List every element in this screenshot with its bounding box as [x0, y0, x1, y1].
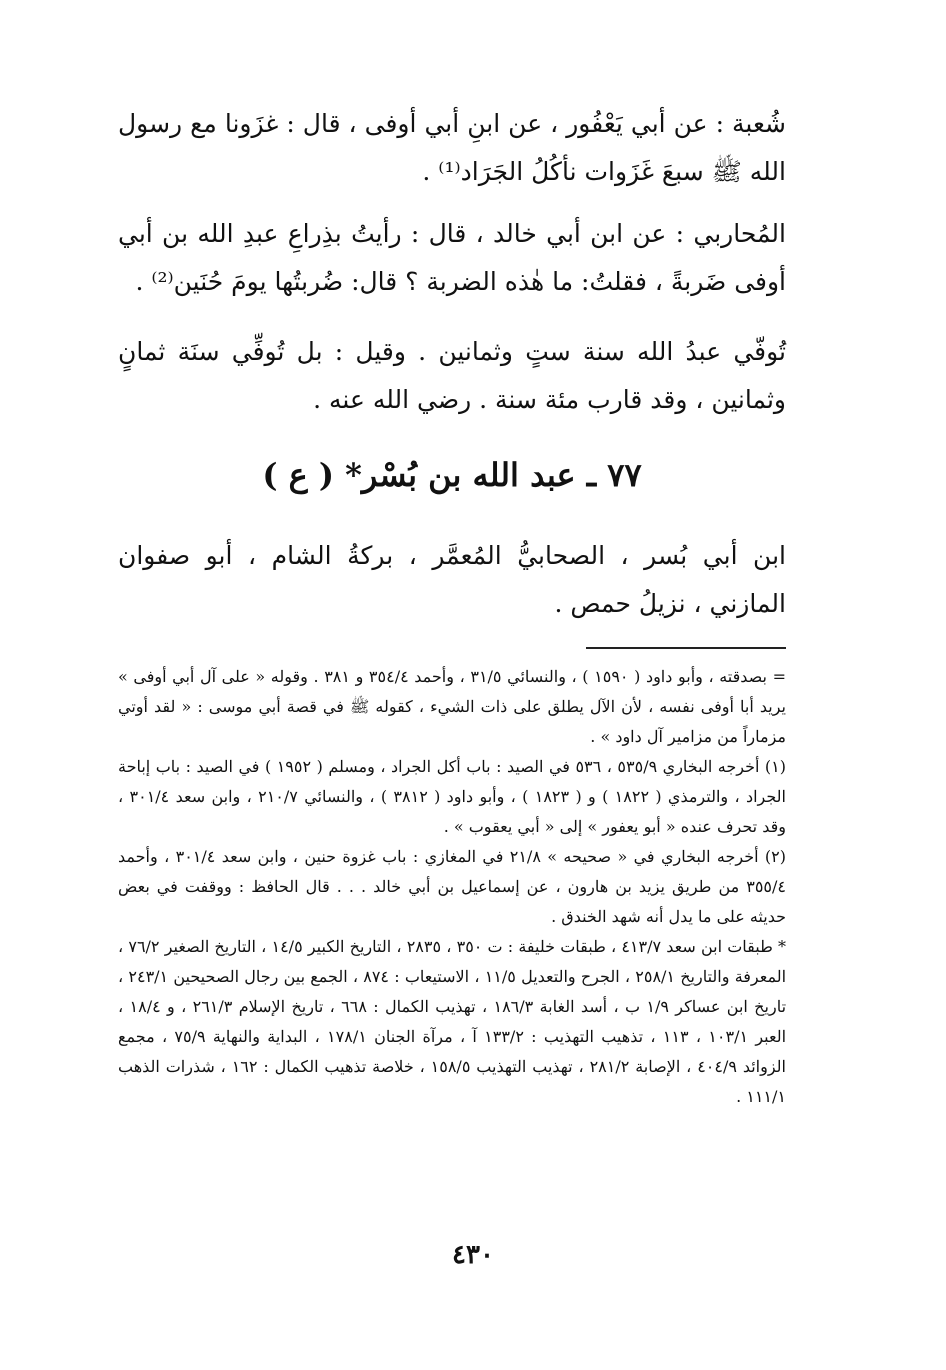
- footnote-divider: [586, 647, 786, 649]
- paragraph-biography: [118, 532, 786, 628]
- page-number: ٤٣٠: [452, 1240, 494, 1270]
- footnotes-section: [118, 662, 786, 1112]
- paragraph-text: تُوفّي عبدُ الله سنة ستٍ وثمانين . وقيل : بل تُوفِّي سنَة ثمانٍ وثمانين ، وقد قارب مئة سنة . رضي الله عنه .: [118, 337, 786, 414]
- paragraph-shuba: [118, 100, 786, 196]
- paragraph-text: المُحاربي : عن ابن أبي خالد ، قال : رأيتُ بذِراعِ عبدِ الله بن أبي أوفى ضَربةً ، فقلتُ: ما هٰذه الضربة ؟ قال: ضُربتُها يومَ حُنَين⁽²⁾ .: [118, 219, 786, 296]
- biography-heading: ٧٧ ـ عبد الله بن بُسْر* ( ع ): [262, 456, 642, 494]
- footnote-sources: * طبقات ابن سعد ٤١٣/٧ ، طبقات خليفة : ت ٣٥٠ ، ٢٨٣٥ ، التاريخ الكبير ١٤/٥ ، التاريخ الصغير ٧٦/٢ ، المعرفة والتاريخ ٢٥٨/١ ، الجرح والتعديل ١١/٥ ، الاستيعاب : ٨٧٤ ، الجمع بين رجال الصحيحين ٢٤٣/١ ، تاريخ ابن عساكر ١/٩ ب ، أسد الغابة ١٨٦/٣ ، تهذيب الكمال : ٦٦٨ ، تاريخ الإسلام ٢٦١/٣ ، و ١٨/٤ ، العبر ١٠٣/١ ، ١١٣ ، تذهيب التهذيب : ١٣٣/٢ آ ، مرآة الجنان ١٧٨/١ ، البداية والنهاية ٧٥/٩ ، مجمع الزوائد ٤٠٤/٩ ، الإصابة ٢٨١/٢ ، تهذيب التهذيب ١٥٨/٥ ، خلاصة تذهيب الكمال : ١٦٢ ، شذرات الذهب ١١١/١ .: [118, 937, 787, 1106]
- footnote-continuation: = بصدقته ، وأبو داود ( ١٥٩٠ ) ، والنسائي ٣١/٥ ، وأحمد ٣٥٤/٤ و ٣٨١ . وقوله « على آل أبي أوفى » يريد أبا أوفى نفسه ، لأن الآل يطلق على ذات الشيء ، كقوله ﷺ في قصة أبي موسى : « لقد أوتي مزماراً من مزامير آل داود » .: [118, 667, 787, 746]
- footnote-2: (٢) أخرجه البخاري في « صحيحه » ٢١/٨ في المغازي : باب غزوة حنين ، وابن سعد ٣٠١/٤ ، وأحمد ٣٥٥/٤ من طريق يزيد بن هارون ، عن إسماعيل بن أبي خالد . . . قال الحافظ : ووقفت في بعض حديثه على ما يدل أنه شهد الخندق .: [118, 847, 786, 926]
- footnote-1: (١) أخرجه البخاري ٥٣٥/٩ ، ٥٣٦ في الصيد : باب أكل الجراد ، ومسلم ( ١٩٥٢ ) في الصيد : باب إباحة الجراد ، والترمذي ( ١٨٢٢ ) و ( ١٨٢٣ ) ، وأبو داود ( ٣٨١٢ ) ، والنسائي ٢١٠/٧ ، وابن سعد ٣٠١/٤ ، وقد تحرف عنده « أبو يعفور » إلى « أبي يعقوب » .: [118, 757, 787, 836]
- paragraph-text: شُعبة : عن أبي يَعْفُور ، عن ابنِ أبي أوفى ، قال : غزَونا مع رسول الله ﷺ سبعَ غَزَوات نأكُلُ الجَرَاد⁽¹⁾ .: [118, 109, 786, 186]
- paragraph-muharibi: [118, 210, 786, 306]
- paragraph-text: ابن أبي بُسر ، الصحابيُّ المُعمَّر ، بركةُ الشام ، أبو صفوان المازني ، نزيلُ حمص .: [118, 541, 786, 618]
- paragraph-death-date: [118, 328, 786, 424]
